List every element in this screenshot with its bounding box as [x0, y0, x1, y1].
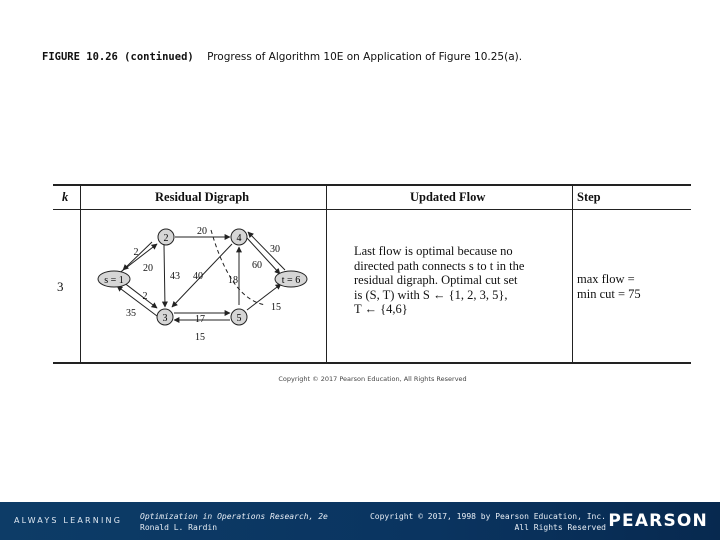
- header-residual-digraph: Residual Digraph: [155, 190, 250, 204]
- book-info: [140, 511, 328, 533]
- progress-table: [53, 184, 691, 364]
- edge-label-5-6: 15: [271, 302, 281, 313]
- edge-label-2-3: 43: [170, 271, 180, 282]
- node-4: [231, 229, 247, 245]
- figure-description: Progress of Algorithm 10E on Application of Figure 10.25(a).: [207, 51, 523, 63]
- node-2-label: 2: [163, 233, 169, 244]
- header-step: Step: [577, 190, 601, 204]
- edge-label-4-3: 40: [193, 271, 203, 282]
- residual-digraph: [81, 210, 325, 360]
- column-divider: [326, 186, 327, 362]
- flow-line: residual digraph. Optimal cut set: [354, 273, 518, 287]
- flow-line: T ← {4,6}: [354, 302, 408, 316]
- node-1: [98, 271, 130, 287]
- edge-label-1-2: 2: [133, 247, 139, 258]
- header-k: k: [62, 190, 69, 204]
- edge-label-3-5: 17: [195, 314, 205, 325]
- footer-bar: [0, 502, 720, 540]
- node-5: [231, 309, 247, 325]
- footer-tagline: ALWAYS LEARNING: [14, 516, 123, 525]
- node-3: [157, 309, 173, 325]
- row-k-value: 3: [57, 279, 64, 294]
- edge-label-4-6: 30: [270, 244, 280, 255]
- step-line: max flow =: [577, 272, 635, 286]
- edge-label-2-1: 20: [143, 263, 153, 274]
- flow-line: Last flow is optimal because no: [354, 244, 513, 258]
- node-6-label: t = 6: [281, 275, 301, 286]
- column-divider: [572, 186, 573, 362]
- edge-label-6-4: 60: [252, 260, 262, 271]
- edge-label-5-3: 15: [195, 332, 205, 343]
- edge-label-2-4: 20: [197, 226, 207, 237]
- flow-line: directed path connects s to t in the: [354, 258, 525, 273]
- edge-3-1: [117, 286, 157, 316]
- footer-copyright: [370, 511, 606, 533]
- book-title: Optimization in Operations Research, 2e: [140, 512, 328, 521]
- step-line: min cut = 75: [577, 286, 641, 301]
- header-updated-flow: Updated Flow: [410, 190, 486, 204]
- copyright-watermark: Copyright © 2017 Pearson Education, All Rights Reserved: [278, 375, 467, 383]
- book-author: Ronald L. Rardin: [140, 523, 218, 532]
- node-2: [158, 229, 174, 245]
- edge-label-5-4: 18: [228, 275, 238, 286]
- edge-1-3: [123, 282, 157, 308]
- node-4-label: 4: [236, 233, 242, 244]
- figure-caption: [42, 51, 522, 63]
- step-text: [577, 272, 687, 301]
- edge-label-1-3: 2: [142, 291, 148, 302]
- node-3-label: 3: [162, 313, 168, 324]
- node-1-label: s = 1: [104, 275, 124, 286]
- edge-2-3: [164, 245, 165, 307]
- figure-number: FIGURE 10.26 (continued): [42, 51, 194, 63]
- copyright-line: All Rights Reserved: [514, 523, 606, 532]
- updated-flow-text: [354, 244, 550, 317]
- node-6: [275, 271, 307, 287]
- node-5-label: 5: [236, 313, 242, 324]
- pearson-logo: PEARSON: [608, 511, 708, 531]
- flow-line: is (S, T) with S ← {1, 2, 3, 5},: [354, 287, 508, 302]
- copyright-line: Copyright © 2017, 1998 by Pearson Education, Inc.: [369, 512, 606, 521]
- edge-label-3-1: 35: [126, 308, 136, 319]
